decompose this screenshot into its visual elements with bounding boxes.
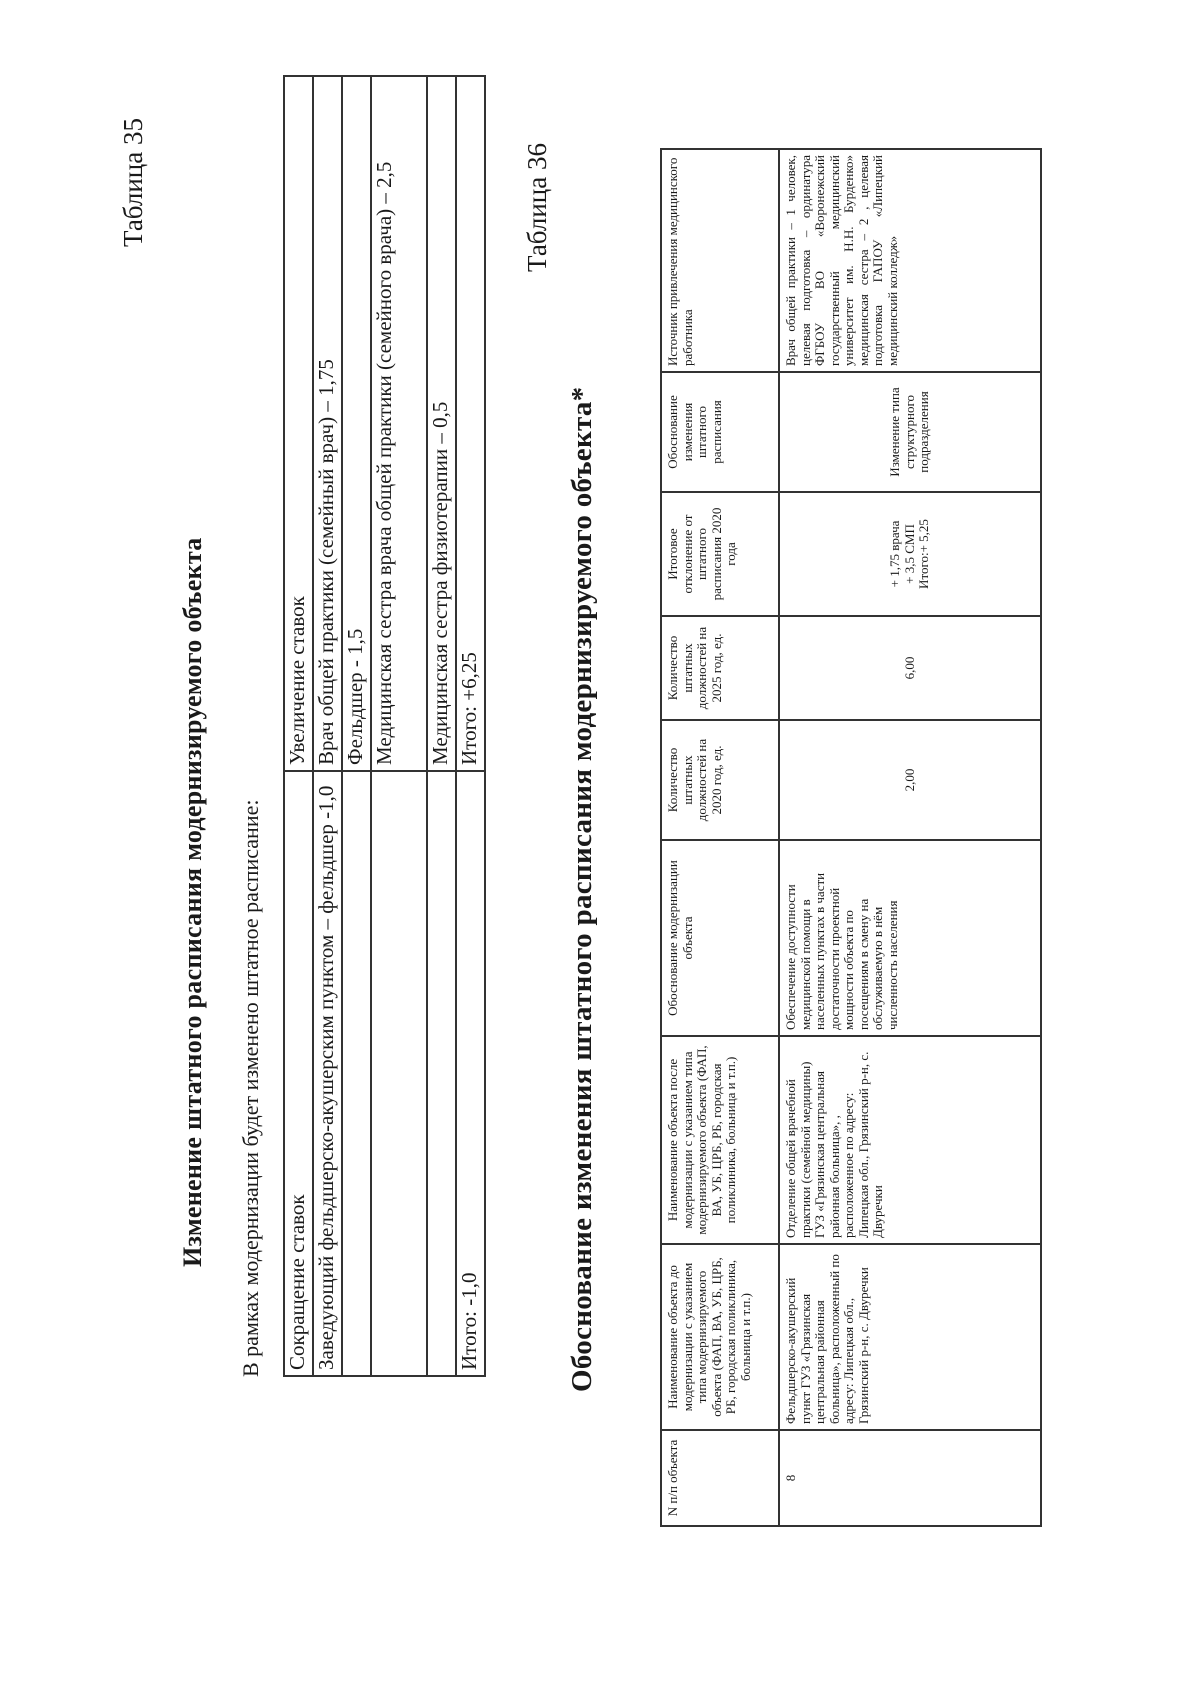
staffing-justification-table <box>660 148 1042 1527</box>
decrease-item: Заведующий фельдшерско-акушерским пунктом – фельдшер -1,0 <box>313 771 342 1376</box>
increase-header: Увеличение ставок <box>284 76 313 771</box>
table-header-row <box>661 149 779 1526</box>
column-header: Итоговое отклонение от штатного расписания 2020 года <box>661 492 779 616</box>
column-header: Обоснование модернизации объекта <box>661 840 779 1036</box>
decrease-total: Итого: -1,0 <box>456 771 485 1376</box>
modernization-reason: Обеспечение доступности медицинской помощи в населенных пунктах в части достаточности проектной мощности объекта по посещениям в смену на обслуживаемую в нём численность населения <box>779 840 1041 1036</box>
increase-item: Фельдшер - 1,5 <box>342 76 371 771</box>
table-row <box>284 76 313 1376</box>
deviation-line: + 1,75 врача <box>887 520 903 588</box>
table-row <box>427 76 456 1376</box>
column-header: Наименование объекта до модернизации с указанием типа модернизируемого объекта (ФАП, ВА, УБ, ЦРБ, РБ, городская поликлиника, больница и т.п.) <box>661 1244 779 1430</box>
column-header: N п/п объекта <box>661 1430 779 1526</box>
table-row <box>779 149 1041 1526</box>
decrease-header: Сокращение ставок <box>284 771 313 1376</box>
increase-item: Медицинская сестра врача общей практики (семейного врача) – 2,5 <box>371 76 427 771</box>
deviation-line: Итого:+ 5,25 <box>916 519 932 589</box>
table-row <box>342 76 371 1376</box>
decrease-item <box>371 771 427 1376</box>
increase-total: Итого: +6,25 <box>456 76 485 771</box>
decrease-item <box>427 771 456 1376</box>
column-header: Источник привлечения медицинского работника <box>661 149 779 372</box>
object-after: Отделение общей врачебной практики (семейной медицины) ГУЗ «Грязинская центральная районная больница», , расположенное по адресу: Липецкая обл., Грязинский р-н, с. Двуречки <box>779 1036 1041 1244</box>
column-header: Наименование объекта после модернизации с указанием типа модернизируемого объекта (ФАП, ВА, УБ, ЦРБ, РБ, городская поликлиника, больница и т.п.) <box>661 1036 779 1244</box>
table-35-intro: В рамках модернизации будет изменено штатное расписание: <box>238 799 263 1377</box>
object-number: 8 <box>779 1430 1041 1526</box>
column-header: Количество штатных должностей на 2025 год, ед. <box>661 616 779 720</box>
table-36-title: Обоснование изменения штатного расписания модернизируемого объекта* <box>566 386 598 1392</box>
decrease-item <box>342 771 371 1376</box>
table-36-number: Таблица 36 <box>522 143 552 272</box>
table-row <box>456 76 485 1376</box>
count-2025: 6,00 <box>779 616 1041 720</box>
count-2020: 2,00 <box>779 720 1041 840</box>
deviation-line: + 3,5 СМП <box>901 524 917 584</box>
table-35-number: Таблица 35 <box>118 118 148 247</box>
column-header: Количество штатных должностей на 2020 год, ед. <box>661 720 779 840</box>
column-header: Обоснование изменения штатного расписания <box>661 372 779 492</box>
increase-item: Врач общей практики (семейный врач) – 1,75 <box>313 76 342 771</box>
table-row <box>371 76 427 1376</box>
total-deviation <box>779 492 1041 616</box>
increase-item: Медицинская сестра физиотерапии – 0,5 <box>427 76 456 771</box>
table-35-title: Изменение штатного расписания модернизируемого объекта <box>178 537 207 1267</box>
object-before: Фельдшерско-акушерский пункт ГУЗ «Грязинская центральная районная больница», расположенный по адресу: Липецкая обл., Грязинский р-н, с. Двуречки <box>779 1244 1041 1430</box>
staff-change-reason: Изменение типа структурного подразделения <box>779 372 1041 492</box>
staffing-change-table <box>283 75 486 1377</box>
table-row <box>313 76 342 1376</box>
worker-source: Врач общей практики – 1 человек, целевая подготовка – ординатура ФГБОУ ВО «Воронежский государственный медицинский университет им. Н.Н. Бурденко» медицинская сестра – 2 , целевая подготовка ГАПОУ «Липецкий медицинский колледж» <box>779 149 1041 372</box>
